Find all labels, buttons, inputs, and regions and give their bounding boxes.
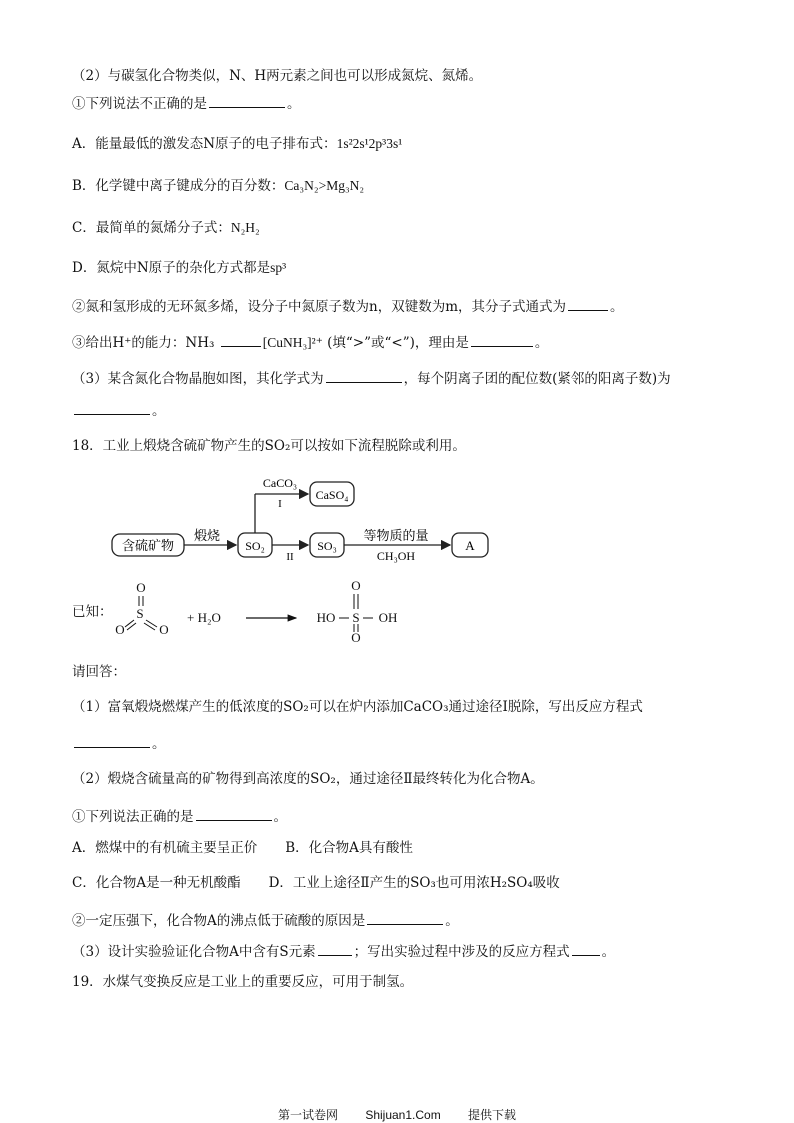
answer-blank[interactable]: [221, 332, 261, 347]
answer-blank[interactable]: [572, 941, 600, 956]
q18-1-answer: 。: [72, 733, 166, 754]
acid-ho-left: HO: [316, 610, 336, 625]
so3-oxygen-right: O: [159, 622, 169, 637]
q18-options-cd: [72, 873, 560, 893]
q18-title: 18．工业上煅烧含硫矿物产生的SO₂可以按如下流程脱除或利用。: [72, 438, 466, 454]
process-flow-diagram: [100, 470, 500, 570]
caco3-label: CaCO₃: [262, 476, 298, 490]
so3-oxygen-top: O: [136, 580, 146, 595]
equal-amount-label: 等物质的量: [363, 529, 429, 544]
q18-2-sub1: ①下列说法正确的是 。: [72, 806, 287, 827]
acid-sulfur: S: [352, 610, 360, 625]
answer-blank[interactable]: [74, 400, 150, 415]
answer-blank[interactable]: [326, 368, 402, 383]
caso4-label: CaSO₄: [315, 488, 349, 502]
so3-sulfur: S: [136, 606, 144, 621]
q17-2-intro: （2）与碳氢化合物类似，N、H两元素之间也可以形成氮烷、氮烯。: [72, 68, 483, 84]
so2-label: SO₂: [245, 539, 265, 553]
q18-option-b: B．化合物A具有酸性: [285, 840, 413, 856]
q17-2-sub3: ③给出H⁺的能力：NH₃ [CuNH₃]²⁺ (填“>”或“<”)，理由是 。: [72, 332, 548, 353]
answer-blank[interactable]: [196, 806, 272, 821]
route-1-label: I: [278, 498, 282, 510]
q17-2-sub1: ①下列说法不正确的是 。: [72, 93, 301, 114]
acid-oxygen-top: O: [351, 578, 361, 593]
q19-title: 19．水煤气变换反应是工业上的重要反应，可用于制氢。: [72, 974, 414, 990]
acid-oh-right: OH: [378, 610, 398, 625]
known-label: 已知：: [72, 604, 113, 620]
answer-prompt: 请回答：: [72, 664, 126, 680]
acid-oxygen-bottom: O: [351, 630, 361, 644]
footer-site-en: Shijuan1.Com: [365, 1108, 441, 1122]
answer-blank[interactable]: [209, 93, 285, 108]
q17-option-c: C．最简单的氮烯分子式：N₂H₂: [72, 220, 260, 236]
q17-3-line1: （3）某含氮化合物晶胞如图，其化学式为 ，每个阴离子团的配位数(紧邻的阳离子数)为: [72, 368, 671, 389]
route-2-label: II: [286, 551, 294, 563]
answer-blank[interactable]: [568, 296, 608, 311]
compound-a-label: A: [465, 538, 475, 553]
q17-2-sub2: ②氮和氢形成的无环氮多烯，设分子中氮原子数为n，双键数为m，其分子式通式为 。: [72, 296, 624, 317]
q18-2-sub2: ②一定压强下，化合物A的沸点低于硫酸的原因是 。: [72, 910, 459, 931]
q18-1: （1）富氧煅烧燃煤产生的低浓度的SO₂可以在炉内添加CaCO₃通过途径Ⅰ脱除，写出反应方程式: [72, 699, 643, 715]
q18-option-a: A．燃煤中的有机硫主要呈正价: [72, 840, 258, 856]
answer-blank[interactable]: [318, 941, 352, 956]
q17-option-d: D．氮烷中N原子的杂化方式都是sp³: [72, 260, 287, 276]
so3-hydration-equation: [108, 578, 428, 644]
answer-blank[interactable]: [471, 332, 533, 347]
so3-label: SO₃: [317, 539, 337, 553]
ch3oh-label: CH₃OH: [376, 549, 416, 563]
calcine-label: 煅烧: [193, 529, 221, 544]
footer-download: 提供下载: [468, 1108, 517, 1122]
q17-3-line2: 。: [72, 400, 166, 421]
answer-blank[interactable]: [367, 910, 443, 925]
q17-option-b: B．化学键中离子键成分的百分数：Ca₃N₂>Mg₃N₂: [72, 178, 365, 194]
q18-2: （2）煅烧含硫量高的矿物得到高浓度的SO₂，通过途径Ⅱ最终转化为化合物A。: [72, 771, 544, 787]
ore-label: 含硫矿物: [121, 539, 175, 554]
page-footer: [0, 1106, 794, 1123]
q18-options-ab: [72, 838, 413, 858]
q18-option-d: D．工业上途径Ⅱ产生的SO₃也可用浓H₂SO₄吸收: [268, 875, 560, 891]
so3-oxygen-left: O: [115, 622, 125, 637]
q18-3: （3）设计实验验证化合物A中含有S元素 ；写出实验过程中涉及的反应方程式 。: [72, 941, 615, 962]
answer-blank[interactable]: [74, 733, 150, 748]
footer-site-cn: 第一试卷网: [277, 1108, 338, 1122]
q18-option-c: C．化合物A是一种无机酸酯: [72, 875, 241, 891]
plus-water: + H₂O: [187, 610, 221, 625]
q17-option-a: A．能量最低的激发态N原子的电子排布式：1s²2s¹2p³3s¹: [72, 136, 403, 152]
